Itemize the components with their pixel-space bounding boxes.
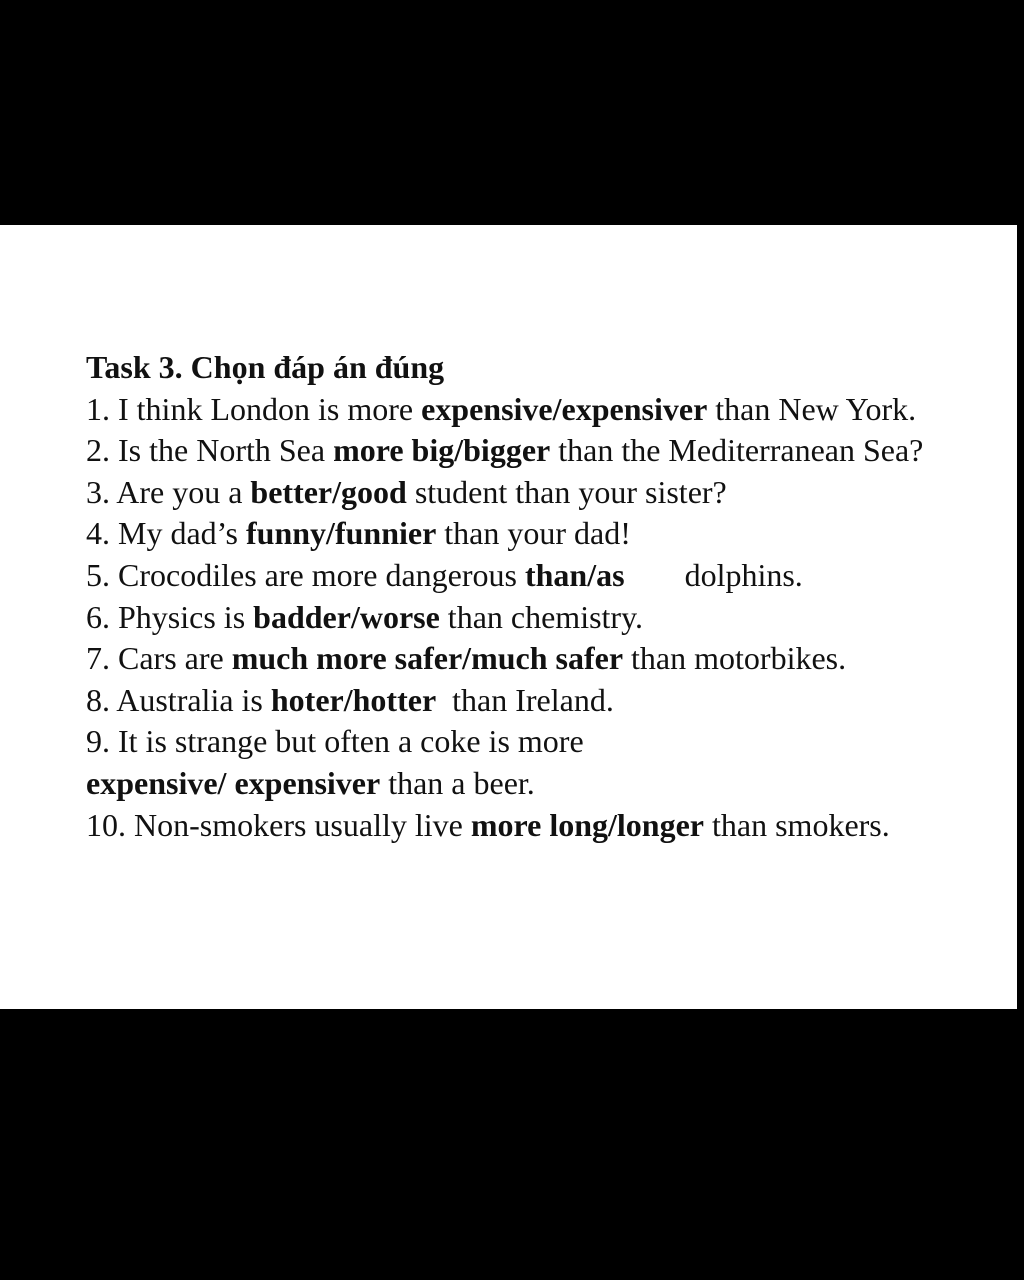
question-text: 10. Non-smokers usually live xyxy=(86,806,471,843)
question-text: than a beer. xyxy=(380,764,535,801)
worksheet-content xyxy=(86,347,986,846)
question-7 xyxy=(86,638,986,680)
answer-options: expensive/ expensiver xyxy=(86,764,381,801)
question-8 xyxy=(86,680,986,722)
question-text: 1. I think London is more xyxy=(86,390,422,427)
answer-options: much more safer/much safer xyxy=(231,640,624,677)
worksheet-page xyxy=(0,225,1017,1009)
question-text: 2. Is the North Sea xyxy=(86,432,334,469)
answer-options: better/good xyxy=(250,473,407,510)
question-text: 8. Australia is xyxy=(86,681,271,718)
question-text: than motorbikes. xyxy=(623,640,847,677)
question-text: than New York. xyxy=(707,390,917,427)
question-text: than the Mediterranean Sea? xyxy=(550,432,924,469)
question-text: 9. It is strange but often a coke is more xyxy=(86,723,584,760)
question-2 xyxy=(86,430,986,472)
question-text: 7. Cars are xyxy=(86,640,232,677)
question-text: 5. Crocodiles are more dangerous xyxy=(86,556,525,593)
question-6 xyxy=(86,597,986,639)
question-text: than smokers. xyxy=(704,806,890,843)
question-1 xyxy=(86,389,986,431)
question-5 xyxy=(86,555,986,597)
answer-options: hoter/hotter xyxy=(270,681,437,718)
question-text: dolphins. xyxy=(684,556,803,593)
answer-options: than/as xyxy=(524,556,625,593)
answer-options: funny/funnier xyxy=(246,515,437,552)
answer-options: badder/worse xyxy=(253,598,440,635)
question-text: student than your sister? xyxy=(406,473,727,510)
answer-options: more big/bigger xyxy=(333,432,551,469)
question-text: than Ireland. xyxy=(436,681,614,718)
question-9 xyxy=(86,721,986,804)
question-text: 6. Physics is xyxy=(86,598,254,635)
question-text: 3. Are you a xyxy=(86,473,251,510)
answer-options: more long/longer xyxy=(470,806,704,843)
task-title: Task 3. Chọn đáp án đúng xyxy=(86,349,445,385)
question-10 xyxy=(86,805,986,847)
answer-options: expensive/expensiver xyxy=(421,390,708,427)
question-text: 4. My dad’s xyxy=(86,515,246,552)
question-3 xyxy=(86,472,986,514)
question-text: than chemistry. xyxy=(439,598,643,635)
question-text: than your dad! xyxy=(436,515,631,552)
question-4 xyxy=(86,513,986,555)
